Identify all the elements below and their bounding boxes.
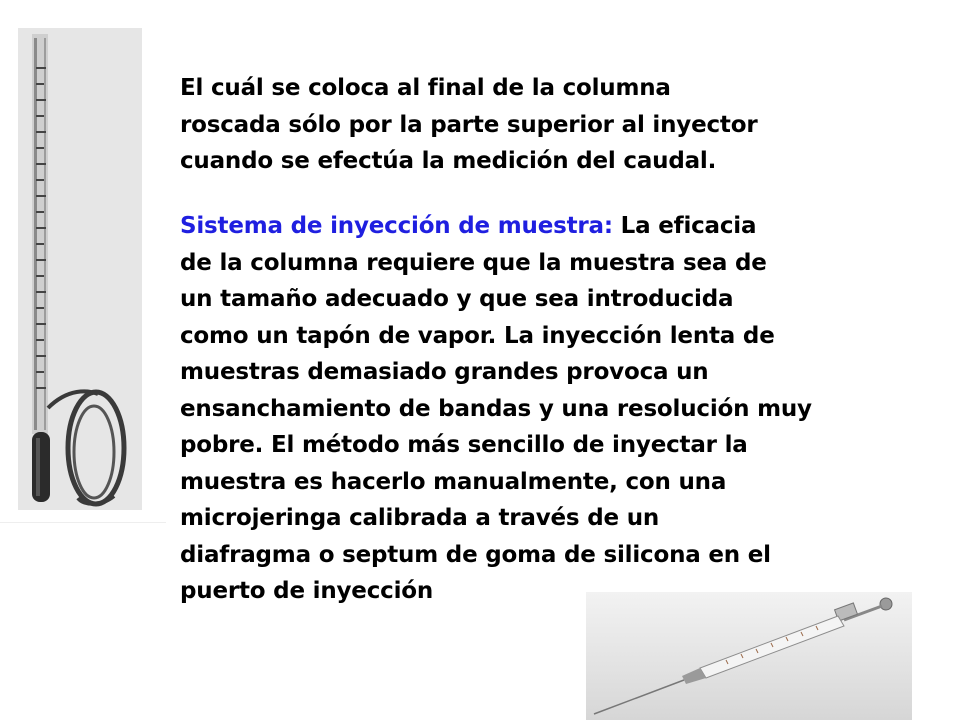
injection-system-paragraph bbox=[180, 208, 930, 610]
text-line: de la columna requiere que la muestra sea de bbox=[180, 249, 767, 276]
text-line: cuando se efectúa la medición del caudal. bbox=[180, 148, 717, 174]
image-divider bbox=[0, 522, 166, 523]
text-line: puerto de inyección bbox=[180, 578, 434, 604]
text-line: muestra es hacerlo manualmente, con una bbox=[180, 468, 727, 495]
section-heading: Sistema de inyección de muestra: bbox=[180, 213, 613, 239]
text-line: roscada sólo por la parte superior al inyector bbox=[180, 111, 758, 138]
microsyringe-illustration bbox=[586, 592, 912, 720]
text-line: muestras demasiado grandes provoca un bbox=[180, 359, 709, 385]
text-line: un tamaño adecuado y que sea introducida bbox=[180, 286, 734, 312]
text-line: El cuál se coloca al final de la columna bbox=[180, 75, 671, 101]
text-line: ensanchamiento de bandas y una resolución muy bbox=[180, 395, 812, 422]
text-line bbox=[180, 208, 930, 245]
text-line: diafragma o septum de goma de silicona en el bbox=[180, 541, 771, 568]
text-fragment: La eficacia bbox=[612, 213, 757, 239]
intro-paragraph bbox=[180, 70, 930, 180]
bubble-flowmeter-illustration bbox=[18, 28, 142, 510]
text-line: como un tapón de vapor. La inyección lenta de bbox=[180, 322, 775, 349]
flowmeter-image bbox=[18, 28, 142, 510]
microsyringe-image bbox=[586, 592, 912, 720]
text-line: pobre. El método más sencillo de inyectar la bbox=[180, 432, 748, 458]
text-line: microjeringa calibrada a través de un bbox=[180, 505, 660, 531]
